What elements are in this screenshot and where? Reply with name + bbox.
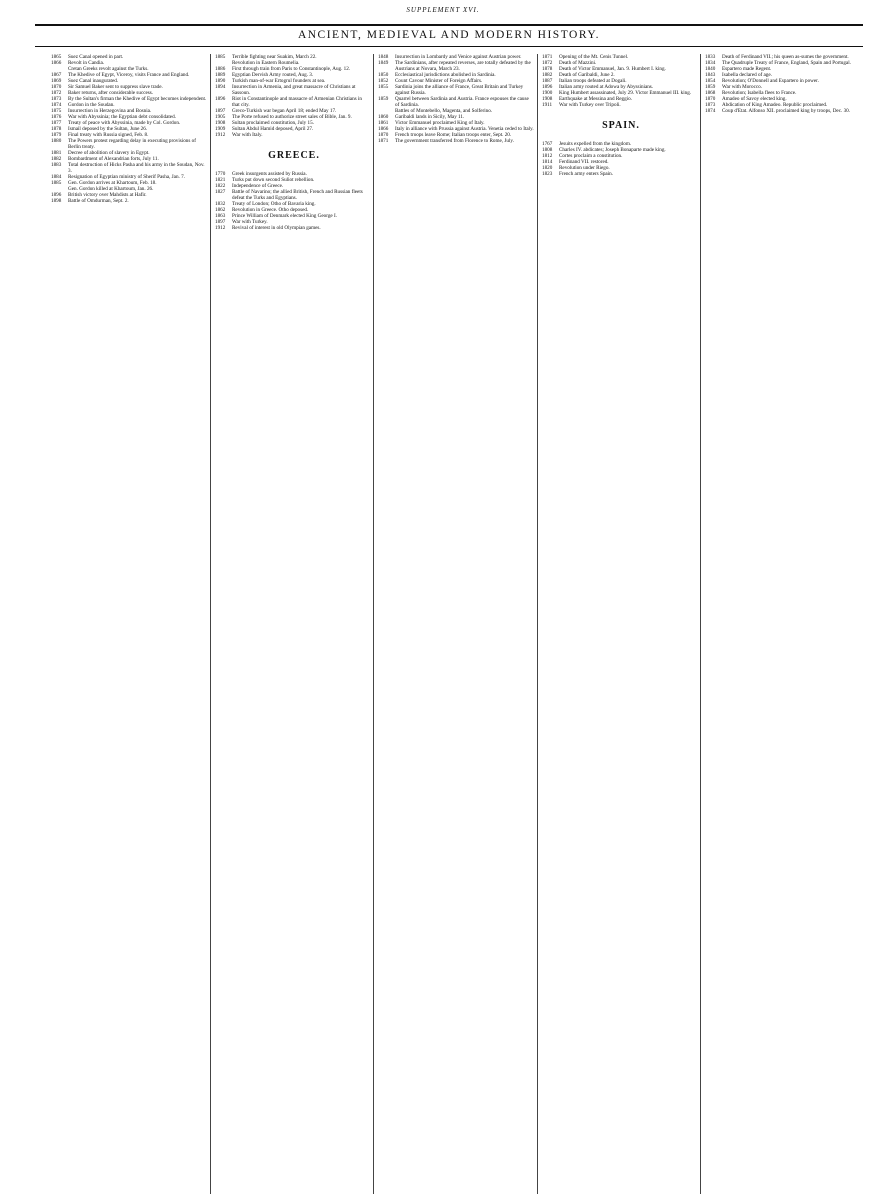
entry-year: 1873	[705, 102, 716, 108]
entry-year: 1770	[215, 171, 226, 177]
entry-text: Sardinia joins the alliance of France, Great Britain and Turkey against Russia.	[395, 84, 524, 96]
entry-text: British victory over Mahdists at Hafir.	[68, 192, 147, 198]
entry-text: Treaty of peace with Abyssinia, made by Col. Gordon.	[68, 120, 181, 126]
chronology-entry	[215, 132, 373, 138]
entry-year: 1822	[215, 183, 226, 189]
entry-text: King Humbert assassinated, July 29. Victor Emmanuel III. king.	[559, 90, 692, 96]
entry-year: 1884	[51, 174, 62, 180]
entry-text: Espartero made Regent.	[722, 66, 772, 72]
entry-year: 1912	[215, 132, 226, 138]
chronology-entry	[51, 198, 210, 204]
entry-year: 1874	[51, 102, 62, 108]
entry-text: Gen. Gordon killed at Khartoum, Jan. 26.	[68, 186, 154, 192]
entry-text: Opening of the Mt. Cenis Tunnel.	[559, 54, 629, 60]
entry-text: Sultan Abdul Hamid deposed, April 27.	[232, 126, 314, 132]
entry-text: Insurrection in Herzegovina and Bosnia.	[68, 108, 152, 114]
entry-text: Earthquake at Messina and Reggio.	[559, 96, 632, 102]
entry-year: 1883	[51, 162, 62, 168]
entry-year: 1869	[51, 78, 62, 84]
entry-year: 1877	[51, 120, 62, 126]
entry-year: 1897	[215, 219, 226, 225]
entry-year: 1879	[51, 132, 62, 138]
entry-year: 1823	[542, 171, 553, 177]
entry-year: 1843	[705, 72, 716, 78]
entry-text: Revolution; Isabella flees to France.	[722, 90, 797, 96]
page-title: ANCIENT, MEDIEVAL AND MODERN HISTORY.	[297, 29, 601, 41]
entry-text: Cretan Greeks revolt against the Turks.	[68, 66, 149, 72]
entry-year: 1870	[705, 96, 716, 102]
entry-year: 1868	[705, 90, 716, 96]
entry-text: Quarrel between Sardinia and Austria. France espouses the cause of Sardinia.	[395, 96, 529, 108]
entry-year: 1872	[542, 60, 553, 66]
entry-text: Count Cavour Minister of Foreign Affairs.	[395, 78, 483, 84]
chronology-entry	[51, 162, 210, 174]
entry-text: Revolution under Riego.	[559, 165, 610, 171]
entry-text: Greco-Turkish war began April 18; ended May 17.	[232, 108, 337, 114]
entry-text: Sultan proclaimed constitution, July 15.	[232, 120, 314, 126]
entry-text: Jesuits expelled from the kingdom.	[559, 141, 632, 147]
entry-text: Italian troops defeated at Dogali.	[559, 78, 627, 84]
entry-year: 1850	[378, 72, 389, 78]
entry-text: Turks put down second Suliot rebellion.	[232, 177, 315, 183]
entry-year: 1767	[542, 141, 553, 147]
entry-text: The Porte refused to authorize street sales of Bible, Jan. 9.	[232, 114, 352, 120]
entry-year: 1900	[542, 90, 553, 96]
entry-text: French troops leave Rome; Italian troops enter, Sept. 20.	[395, 132, 512, 138]
column-4	[537, 54, 700, 1194]
entry-text: The Quadruple Treaty of France, England, Spain and Portugal.	[722, 60, 851, 66]
entry-text: Suez Canal opened in part.	[68, 54, 124, 60]
entry-year: 1849	[378, 60, 389, 66]
chronology-entry	[378, 96, 537, 108]
entry-text: Amadeo of Savoy elected king.	[722, 96, 787, 102]
entry-year: 1814	[542, 159, 553, 165]
entry-text: Battle of Navarino; the allied British, French and Russian fleets defeat the Turks and Egyptians.	[232, 189, 363, 201]
entry-year: 1894	[215, 84, 226, 90]
entry-year: 1832	[215, 201, 226, 207]
chronology-entry	[215, 189, 373, 201]
entry-text: Death of Mazzini.	[559, 60, 597, 66]
entry-text: The Khedive of Egypt, Viceroy, visits France and England.	[68, 72, 190, 78]
entry-year: 1896	[542, 84, 553, 90]
entry-text: Coup d'Etat. Alfonso XII. proclaimed king by troops, Dec. 30.	[722, 108, 850, 114]
chronology-entry	[215, 96, 373, 108]
entry-year: 1896	[215, 96, 226, 102]
supplement-label: SUPPLEMENT XVI.	[406, 6, 480, 14]
entry-year: 1909	[215, 126, 226, 132]
section-heading: SPAIN.	[602, 120, 640, 131]
entry-text: Turkish man-of-war Ertogrul founders at sea.	[232, 78, 326, 84]
column-1	[47, 54, 210, 1194]
entry-year: 1859	[378, 96, 389, 102]
entry-year: 1854	[705, 78, 716, 84]
entry-year: 1871	[378, 138, 389, 144]
entry-text: Baker returns, after considerable success.	[68, 90, 154, 96]
entry-year: 1863	[215, 213, 226, 219]
entry-year: 1866	[51, 60, 62, 66]
entry-text: War with Morocco.	[722, 84, 762, 90]
entry-text: Gen. Gordon arrives at Khartoum, Feb. 18.	[68, 180, 157, 186]
entry-year: 1820	[542, 165, 553, 171]
entry-year: 1862	[215, 207, 226, 213]
entry-year: 1908	[542, 96, 553, 102]
chronology-entry	[215, 225, 373, 231]
entry-year: 1848	[378, 54, 389, 60]
entry-text: Resignation of Egyptian ministry of Sherif Pasha, Jan. 7.	[68, 174, 185, 180]
entry-text: Greek insurgents assisted by Russia.	[232, 171, 307, 177]
entry-year: 1908	[215, 120, 226, 126]
entry-text: The Sardinians, after repeated reverses, are totally defeated by the Austrians at Novara, March 23.	[395, 60, 531, 72]
chronology-entry	[705, 108, 863, 114]
entry-text: Isabella declared of age.	[722, 72, 772, 78]
entry-year: 1886	[215, 66, 226, 72]
chronology-entry	[542, 171, 700, 177]
entry-year: 1860	[378, 114, 389, 120]
entry-year: 1875	[51, 108, 62, 114]
entry-year: 1834	[705, 60, 716, 66]
entry-year: 1889	[215, 72, 226, 78]
entry-year: 1821	[215, 177, 226, 183]
entry-text: Cortes proclaim a constitution.	[559, 153, 623, 159]
entry-text: War with Turkey over Tripoli.	[559, 102, 621, 108]
entry-text: Death of Ferdinand VII.; his queen as-sumes the government.	[722, 54, 849, 60]
entry-text: Revival of interest in old Olympian games.	[232, 225, 321, 231]
entry-year: 1852	[378, 78, 389, 84]
entry-text: Ferdinand VII. restored.	[559, 159, 609, 165]
entry-text: Revolution in Eastern Roumelia.	[232, 60, 300, 66]
entry-year: 1905	[215, 114, 226, 120]
entry-year: 1870	[378, 132, 389, 138]
entry-year: 1887	[542, 78, 553, 84]
entry-text: Death of Victor Emmanuel, Jan. 9. Humbert I. king.	[559, 66, 666, 72]
entry-text: Italian army routed at Adowa by Abyssinians.	[559, 84, 654, 90]
entry-year: 1861	[378, 120, 389, 126]
entry-text: Ismail deposed by the Sultan, June 26.	[68, 126, 148, 132]
entry-year: 1812	[542, 153, 553, 159]
entry-text: Revolution in Greece. Otho deposed.	[232, 207, 309, 213]
chronology-entry	[378, 138, 537, 144]
chronology-entry	[542, 102, 700, 108]
column-3	[373, 54, 537, 1194]
entry-text: War with Turkey.	[232, 219, 268, 225]
entry-text: First through train from Paris to Constantinople, Aug. 12.	[232, 66, 351, 72]
entry-year: 1855	[378, 84, 389, 90]
entry-text: Italy in alliance with Prussia against Austria. Venetia ceded to Italy.	[395, 126, 534, 132]
entry-text: French army enters Spain.	[559, 171, 613, 177]
entry-year: 1878	[51, 126, 62, 132]
entry-text: Insurrection in Lombardy and Venice against Austrian power.	[395, 54, 522, 60]
entry-year: 1872	[51, 90, 62, 96]
entry-year: 1871	[542, 54, 553, 60]
column-5	[700, 54, 863, 1194]
entry-year: 1876	[51, 114, 62, 120]
entry-text: The Powers protest regarding delay in executing provisions of Berlin treaty.	[68, 138, 196, 150]
entry-year: 1885	[215, 54, 226, 60]
entry-year: 1885	[51, 180, 62, 186]
chronology-entry	[378, 60, 537, 72]
entry-year: 1873	[51, 96, 62, 102]
entry-text: Revolt in Candia.	[68, 60, 105, 66]
entry-year: 1874	[705, 108, 716, 114]
chronology-entry	[378, 84, 537, 96]
entry-year: 1808	[542, 147, 553, 153]
entry-text: Victor Emmanuel proclaimed King of Italy.	[395, 120, 485, 126]
entry-text: Insurrection in Armenia, and great massacre of Christians at Sassoun.	[232, 84, 356, 96]
entry-text: Total destruction of Hicks Pasha and his army in the Soudan, Nov. 3.	[68, 162, 205, 174]
entry-text: Battles of Montebello, Magenta, and Solferino.	[395, 108, 493, 114]
entry-year: 1827	[215, 189, 226, 195]
column-2	[210, 54, 373, 1194]
entry-text: The government transferred from Florence to Rome, July.	[395, 138, 514, 144]
entry-text: Independence of Greece.	[232, 183, 284, 189]
entry-text: Riot in Constantinople and massacre of Armenian Christians in that city.	[232, 96, 362, 108]
entry-year: 1911	[542, 102, 553, 108]
entry-year: 1878	[542, 66, 553, 72]
entry-year: 1859	[705, 84, 716, 90]
entry-text: Charles IV. abdicates; Joseph Bonaparte made king.	[559, 147, 666, 153]
entry-year: 1866	[378, 126, 389, 132]
entry-year: 1890	[215, 78, 226, 84]
entry-year: 1912	[215, 225, 226, 231]
entry-year: 1833	[705, 54, 716, 60]
entry-year: 1898	[51, 198, 62, 204]
entry-text: Garibaldi lands in Sicily, May 11.	[395, 114, 465, 120]
entry-year: 1865	[51, 54, 62, 60]
entry-year: 1897	[215, 108, 226, 114]
entry-text: Decree of abolition of slavery in Egypt.	[68, 150, 150, 156]
entry-year: 1896	[51, 192, 62, 198]
entry-text: Ecclesiastical jurisdictions abolished in Sardinia.	[395, 72, 496, 78]
entry-year: 1882	[51, 156, 62, 162]
entry-text: Terrible fighting near Suakim, March 22.	[232, 54, 317, 60]
entry-text: Final treaty with Russia signed, Feb. 8.	[68, 132, 149, 138]
entry-text: Treaty of London; Otho of Bavaria king.	[232, 201, 316, 207]
entry-year: 1840	[705, 66, 716, 72]
columns	[47, 54, 863, 1194]
entry-year: 1867	[51, 72, 62, 78]
entry-text: War with Italy.	[232, 132, 263, 138]
entry-text: Revolution; O'Donnell and Espartero in power.	[722, 78, 819, 84]
entry-text: Battle of Omdurman, Sept. 2.	[68, 198, 129, 204]
entry-year: 1870	[51, 84, 62, 90]
entry-year: 1880	[51, 138, 62, 144]
entry-text: Death of Garibaldi, June 2.	[559, 72, 615, 78]
entry-text: Sir Samuel Baker sent to suppress slave trade.	[68, 84, 163, 90]
entry-year: 1882	[542, 72, 553, 78]
page-title-banner	[35, 24, 863, 47]
entry-text: Bombardment of Alexandrian forts, July 11.	[68, 156, 159, 162]
entry-text: War with Abyssinia; the Egyptian debt consolidated.	[68, 114, 176, 120]
entry-text: Suez Canal inaugurated.	[68, 78, 119, 84]
entry-year: 1881	[51, 150, 62, 156]
chronology-entry	[215, 84, 373, 96]
entry-text: Gordon in the Soudan.	[68, 102, 115, 108]
entry-text: Prince William of Denmark elected King George I.	[232, 213, 337, 219]
chronology-entry	[51, 138, 210, 150]
section-heading: GREECE.	[268, 150, 320, 161]
entry-text: Egyptian Dervish Army routed, Aug. 3.	[232, 72, 314, 78]
entry-text: Abdication of King Amadeo. Republic proclaimed.	[722, 102, 828, 108]
entry-text: By the Sultan's firman the Khedive of Egypt becomes independent.	[68, 96, 207, 102]
